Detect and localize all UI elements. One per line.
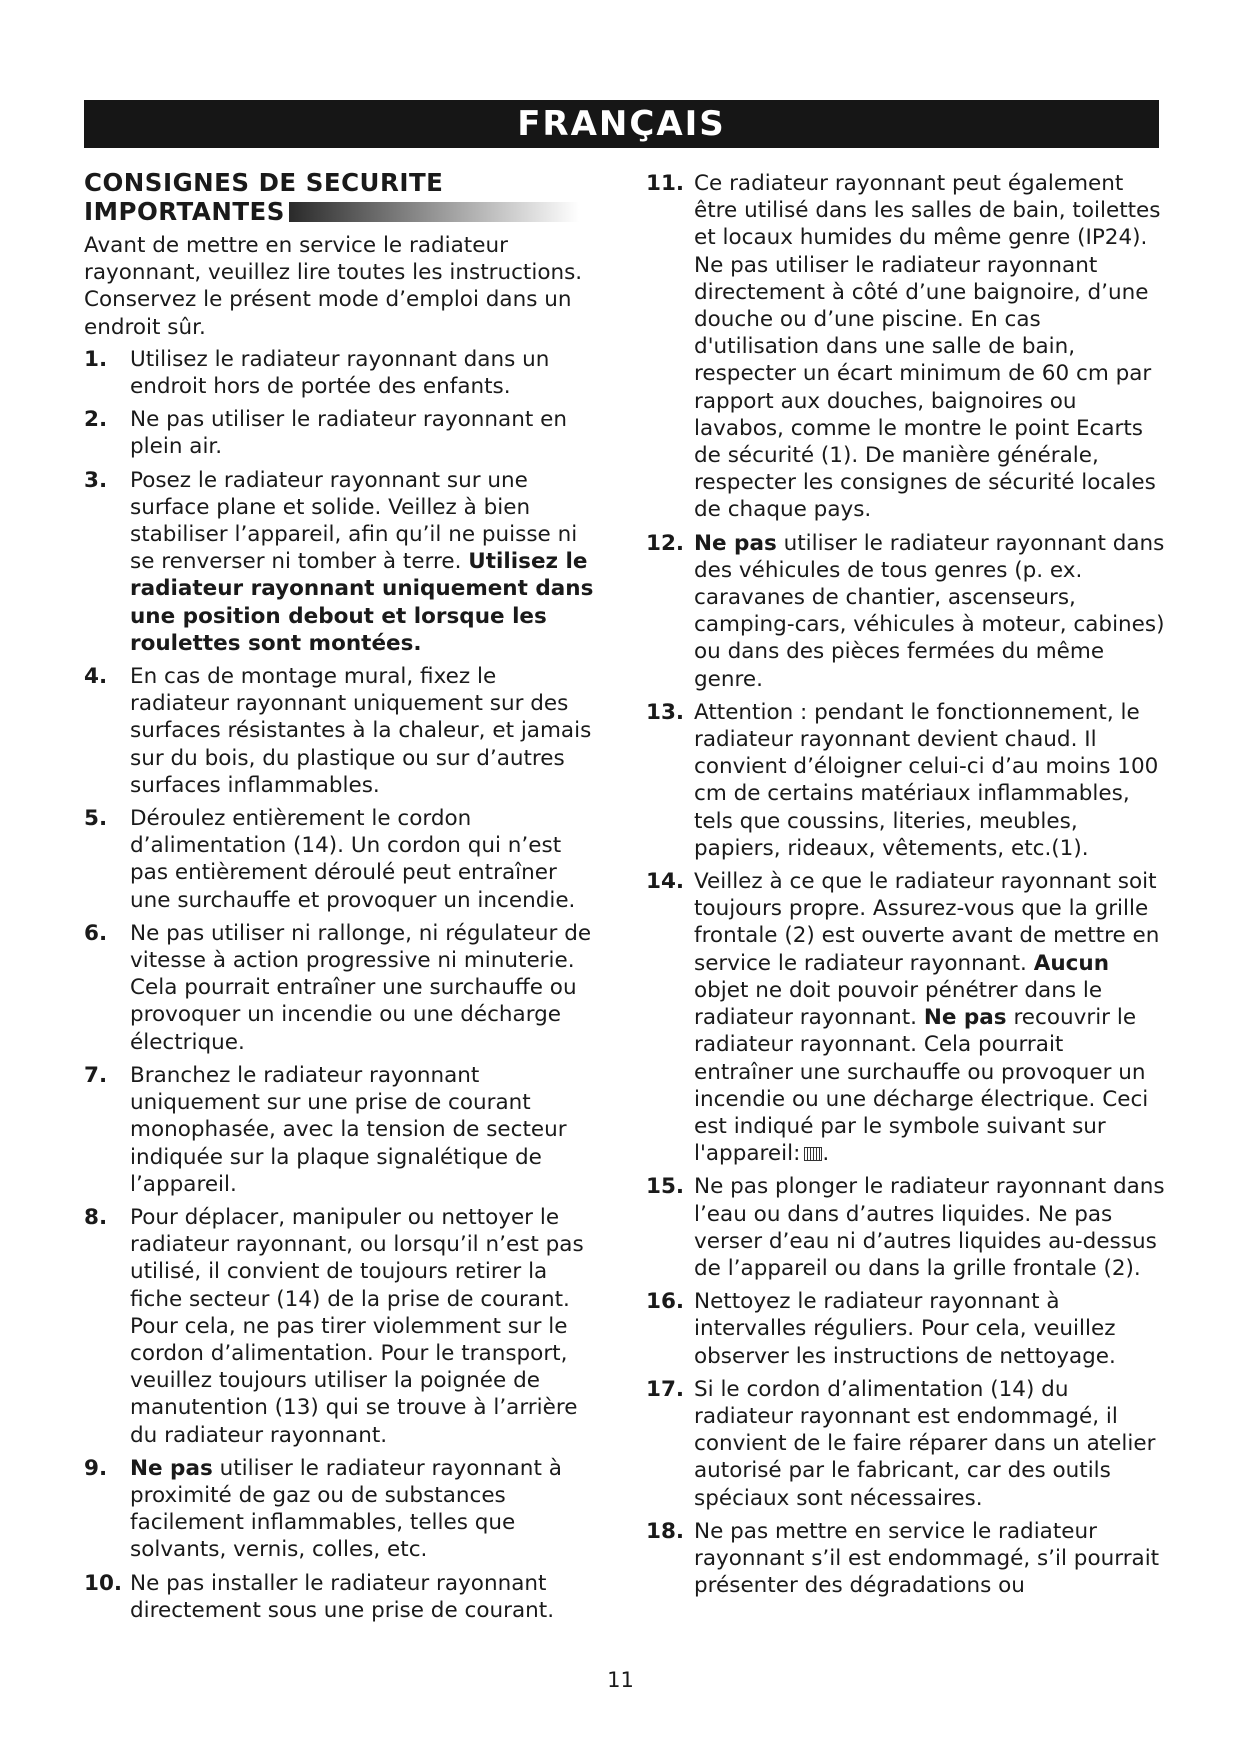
item-text: Nettoyez le radiateur rayonnant à intervalles réguliers. Pour cela, veuillez observer les instructions de nettoyage. <box>694 1289 1116 1369</box>
item-text: utiliser le radiateur rayonnant dans des véhicules de tous genres (p. ex. caravanes de chantier, ascenseurs, camping-cars, véhicules à moteur, cabines) ou dans des pièces fermées du même genre. <box>694 530 1165 692</box>
list-item <box>84 663 598 799</box>
item-text: Branchez le radiateur rayonnant uniquement sur une prise de courant monophasée, avec la tension de secteur indiquée sur la plaque signalétique de l’appareil. <box>130 1062 567 1197</box>
list-item <box>646 1518 1166 1600</box>
item-number: 5. <box>84 806 108 832</box>
item-number: 16. <box>646 1289 685 1315</box>
item-bold-text: Ne pas <box>923 1005 1007 1031</box>
heading-decoration <box>289 202 579 222</box>
item-text: Déroulez entièrement le cordon d’alimentation (14). Un cordon qui n’est pas entièrement déroulé peut entraîner une surchauffe et provoquer un incendie. <box>130 806 576 913</box>
section-heading <box>84 168 598 226</box>
list-item <box>84 1455 598 1564</box>
banner-title: FRANÇAIS <box>517 104 726 144</box>
list-item <box>84 406 598 460</box>
list-item <box>646 1376 1166 1512</box>
list-item <box>646 530 1166 693</box>
item-text: . <box>822 1141 830 1167</box>
heading-line-1: CONSIGNES DE SECURITE <box>84 168 444 197</box>
item-text: Ne pas utiliser le radiateur rayonnant en plein air. <box>130 407 567 460</box>
list-item <box>84 467 598 657</box>
item-text: recouvrir le radiateur rayonnant. Cela pourrait entraîner une surchauffe ou provoquer un incendie ou une décharge électrique. Ceci est indiqué par le symbole suivant sur l'appareil: <box>694 1005 1149 1167</box>
item-number: 9. <box>84 1455 108 1481</box>
do-not-cover-icon <box>804 1147 822 1161</box>
item-number: 4. <box>84 664 108 690</box>
item-text: Attention : pendant le fonctionnement, le radiateur rayonnant devient chaud. Il convient d’éloigner celui-ci d’au moins 100 cm de certains matériaux inflammables, tels que coussins, literies, meubles, papiers, rideaux, vêtements, etc.(1). <box>694 699 1159 861</box>
item-text: objet ne doit pouvoir pénétrer dans le radiateur rayonnant. <box>694 977 1103 1031</box>
list-item <box>84 805 598 914</box>
list-item <box>646 170 1166 524</box>
item-bold-text: Utilisez le radiateur rayonnant uniquement dans une position debout et lorsque les roulettes sont montées. <box>130 549 594 656</box>
left-column <box>84 168 598 1630</box>
item-bold-text: Aucun <box>1033 950 1110 976</box>
right-column <box>646 170 1166 1605</box>
list-item <box>84 920 598 1056</box>
item-number: 13. <box>646 699 685 725</box>
item-text: Posez le radiateur rayonnant sur une surface plane et solide. Veillez à bien stabiliser l’appareil, afin qu’il ne puisse ni se renverser ni tomber à terre. <box>130 467 578 575</box>
item-text: Ne pas installer le radiateur rayonnant directement sous une prise de courant. <box>130 1570 555 1623</box>
item-text: Ne pas utiliser ni rallonge, ni régulateur de vitesse à action progressive ni minuterie. Cela pourrait entraîner une surchauffe ou provoquer un incendie ou une décharge électrique. <box>130 920 592 1055</box>
item-text: Utilisez le radiateur rayonnant dans un endroit hors de portée des enfants. <box>130 346 550 400</box>
item-text: Ne pas mettre en service le radiateur rayonnant s’il est endommagé, s’il pourrait présenter des dégradations ou <box>694 1518 1160 1599</box>
page-number: 11 <box>607 1668 634 1692</box>
list-item <box>84 1570 598 1624</box>
list-item <box>646 868 1166 1167</box>
item-text: Ne pas plonger le radiateur rayonnant dans l’eau ou dans d’autres liquides. Ne pas verser d’eau ni d’autres liquides au-dessus de l’appareil ou dans la grille frontale (2). <box>694 1174 1165 1281</box>
item-text: Si le cordon d’alimentation (14) du radiateur rayonnant est endommagé, il convient de le faire réparer dans un atelier autorisé par le fabricant, car des outils spéciaux sont nécessaires. <box>694 1376 1156 1511</box>
item-number: 15. <box>646 1174 685 1200</box>
item-number: 1. <box>84 346 108 372</box>
item-text: Pour déplacer, manipuler ou nettoyer le radiateur rayonnant, ou lorsqu’il n’est pas utilisé, il convient de toujours retirer la fiche secteur (14) de la prise de courant. Pour cela, ne pas tirer violemment sur le cordon d’alimentation. Pour le transport, veuillez toujours utiliser la poignée de manutention (13) qui se trouve à l’arrière du radiateur rayonnant. <box>130 1204 584 1448</box>
list-item <box>84 346 598 400</box>
item-number: 14. <box>646 869 685 895</box>
item-text: En cas de montage mural, fixez le radiateur rayonnant uniquement sur des surfaces résistantes à la chaleur, et jamais sur du bois, du plastique ou sur d’autres surfaces inflammables. <box>130 664 592 798</box>
item-text: Veillez à ce que le radiateur rayonnant soit toujours propre. Assurez-vous que la grille frontale (2) est ouverte avant de mettre en service le radiateur rayonnant. <box>694 869 1160 976</box>
list-item <box>84 1204 598 1449</box>
list-item <box>84 1062 598 1198</box>
item-bold-text: Ne pas <box>130 1455 213 1481</box>
item-number: 12. <box>646 530 685 556</box>
list-item <box>646 1173 1166 1282</box>
list-item <box>646 699 1166 862</box>
language-banner <box>84 100 1159 148</box>
item-number: 11. <box>646 171 685 196</box>
item-number: 6. <box>84 920 108 946</box>
item-text: Ce radiateur rayonnant peut également être utilisé dans les salles de bain, toilettes et locaux humides du même genre (IP24). Ne pas utiliser le radiateur rayonnant directement à côté d’une baignoire, d’une douche ou d’une piscine. En cas d'utilisation dans une salle de bain, respecter un écart minimum de 60 cm par rapport aux douches, baignoires ou lavabos, comme le montre le point Ecarts de sécurité (1). De manière générale, respecter les consignes de sécurité locales de chaque pays. <box>694 171 1161 523</box>
item-text: utiliser le radiateur rayonnant à proximité de gaz ou de substances facilement inflammables, telles que solvants, vernis, colles, etc. <box>130 1455 562 1563</box>
item-number: 8. <box>84 1204 108 1230</box>
item-number: 7. <box>84 1062 108 1088</box>
item-number: 17. <box>646 1376 685 1402</box>
item-number: 3. <box>84 467 108 493</box>
item-number: 10. <box>84 1570 123 1596</box>
heading-line-2: IMPORTANTES <box>84 197 285 226</box>
intro-paragraph: Avant de mettre en service le radiateur rayonnant, veuillez lire toutes les instructions. Conservez le présent mode d’emploi dans un endroit sûr. <box>84 233 583 340</box>
item-number: 2. <box>84 407 108 433</box>
item-number: 18. <box>646 1518 685 1544</box>
list-item <box>646 1288 1166 1370</box>
item-bold-text: Ne pas <box>694 530 777 556</box>
